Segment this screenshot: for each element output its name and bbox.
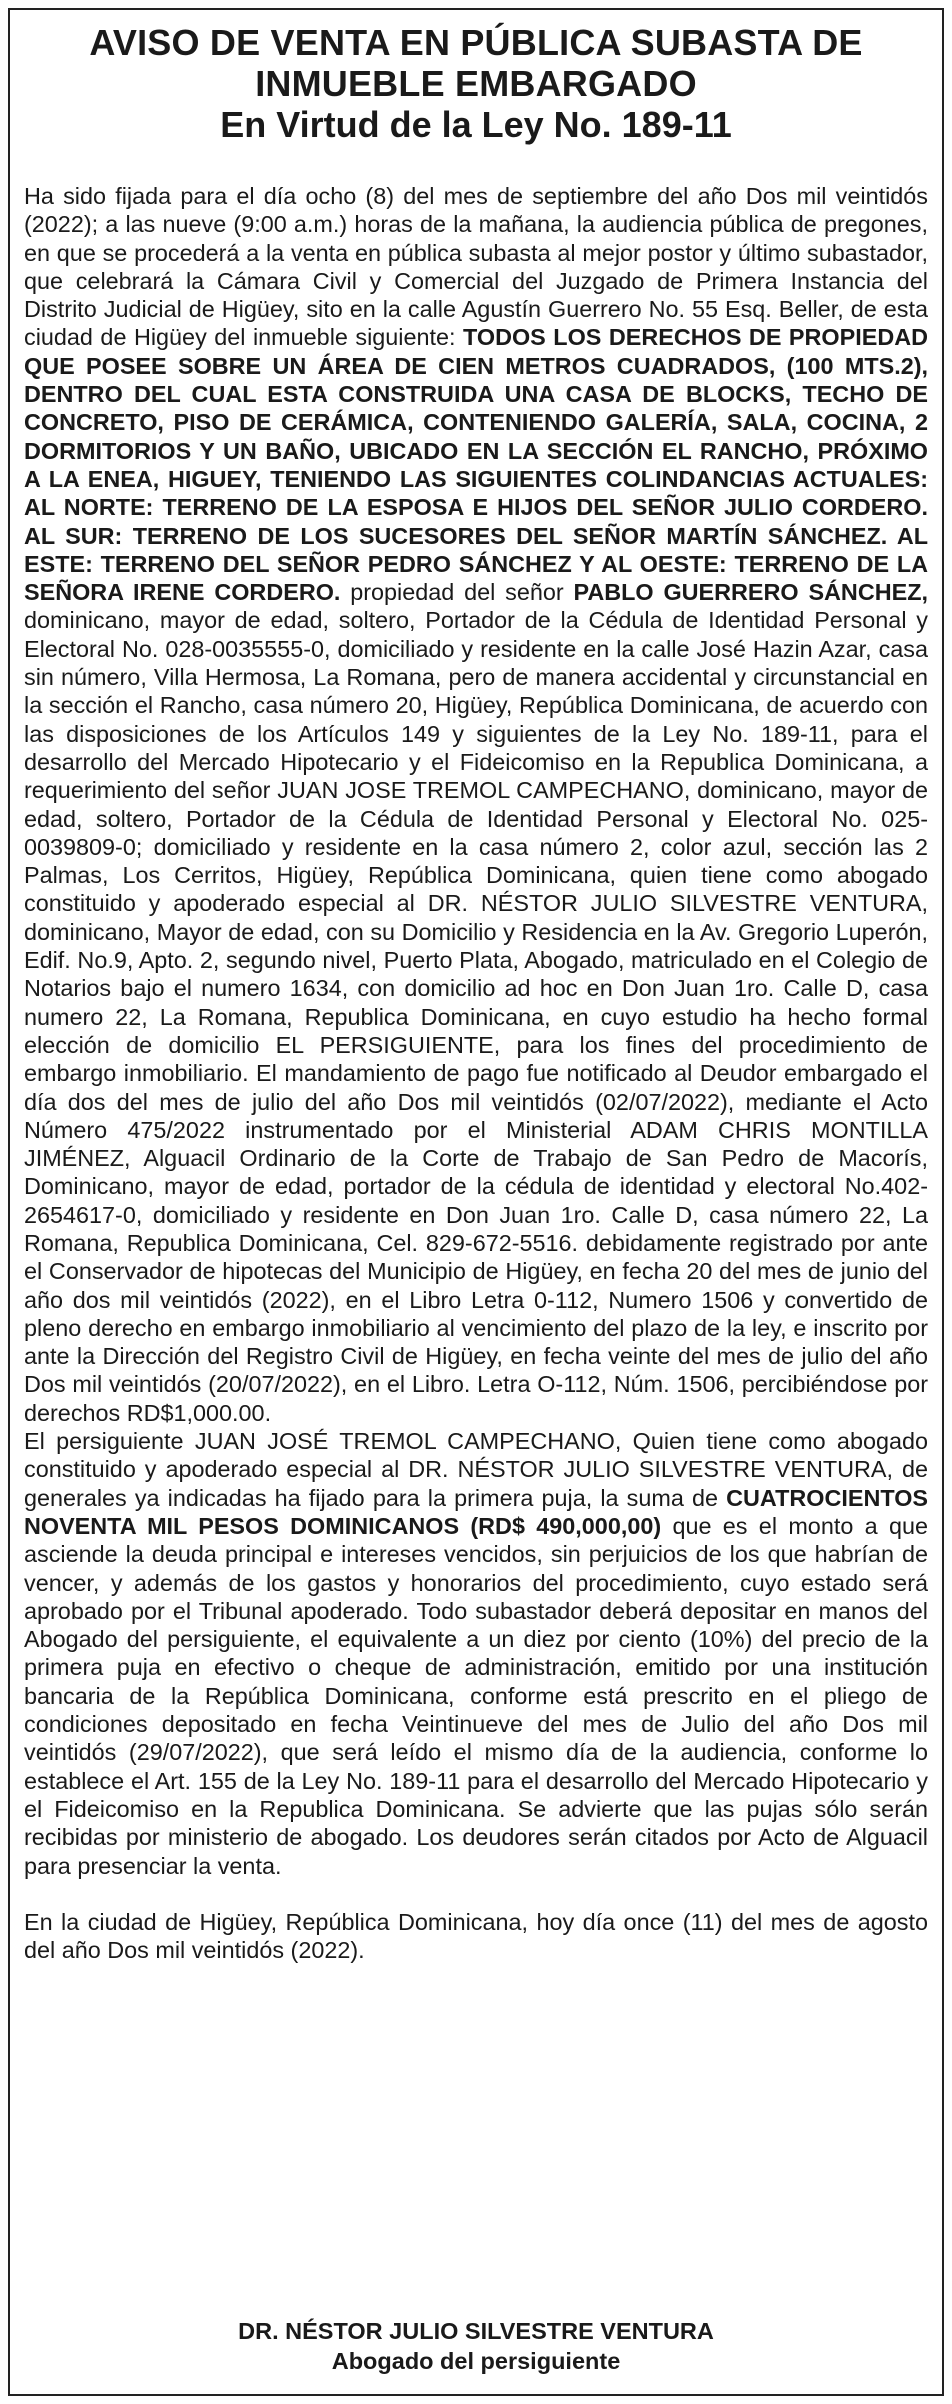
paragraph-date-place: En la ciudad de Higüey, República Dominicana, hoy día once (11) del mes de agosto del año Dos mil veintidós (2022). [24,1908,928,1964]
notice-title: AVISO DE VENTA EN PÚBLICA SUBASTA DE INMUEBLE EMBARGADO [89,22,863,104]
bid-conditions-text: que es el monto a que asciende la deuda principal e intereses vencidos, sin perjuicios de los que habrían de vencer, y además de los gastos y honorarios del procedimiento, cuyo estado será aprobado por el Tribunal apoderado. Todo subastador deberá depositar en manos del Abogado del persiguiente, el equivalente a un diez por ciento (10%) del precio de la primera puja en efectivo o cheque de administración, emitido por una institución bancaria de la República Dominicana, conforme está prescrito en el pliego de condiciones depositado en fecha Veintinueve del mes de Julio del año Dos mil veintidós (29/07/2022), que será leído el mismo día de la audiencia, conforme lo establece el Art. 155 de la Ley No. 189-11 para el desarrollo del Mercado Hipotecario y el Fideicomiso en la Republica Dominicana. Se advierte que las pujas sólo serán recibidas por ministerio de abogado. Los deudores serán citados por Acto de Alguacil para presenciar la venta. [24,1512,928,1879]
property-description: TODOS LOS DERECHOS DE PROPIEDAD QUE POSEE SOBRE UN ÁREA DE CIEN METROS CUADRADOS, (100 MTS.2), DENTRO DEL CUAL ESTA CONSTRUIDA UNA CASA DE BLOCKS, TECHO DE CONCRETO, PISO DE CERÁMICA, CONTENIENDO GALERÍA, SALA, COCINA, 2 DORMITORIOS Y UN BAÑO, UBICADO EN LA SECCIÓN EL RANCHO, PRÓXIMO A LA ENEA, HIGUEY, TENIENDO LAS SIGUIENTES COLINDANCIAS ACTUALES: AL NORTE: TERRENO DE LA ESPOSA E HIJOS DEL SEÑOR JULIO CORDERO. AL SUR: TERRENO DE LOS SUCESORES DEL SEÑOR MARTÍN SÁNCHEZ. AL ESTE: TERRENO DEL SEÑOR PEDRO SÁNCHEZ Y AL OESTE: TERRENO DE LA SEÑORA IRENE CORDERO. [24,324,928,606]
signature-role: Abogado del persiguiente [331,2348,621,2374]
notice-subtitle: En Virtud de la Ley No. 189-11 [220,104,732,145]
signature-block [0,2316,952,2376]
owner-name: PABLO GUERRERO SÁNCHEZ, [573,579,928,606]
owner-intro-text: propiedad del señor [340,579,574,606]
notice-border [8,8,944,2396]
auction-intro-text: Ha sido fijada para el día ocho (8) del mes de septiembre del año Dos mil veintidós (2022); a las nueve (9:00 a.m.) horas de la mañana, la audiencia pública de pregones, en que se procederá a la venta en pública subasta al mejor postor y último subastador, que celebrará la Cámara Civil y Comercial del Juzgado de Primera Instancia del Distrito Judicial de Higüey, sito en la calle Agustín Guerrero No. 55 Esq. Beller, de esta ciudad de Higüey del inmueble siguiente: [24,183,928,351]
first-bid-intro-text: El persiguiente JUAN JOSÉ TREMOL CAMPECHANO, Quien tiene como abogado constituido y apoderado especial al DR. NÉSTOR JULIO SILVESTRE VENTURA, de generales ya indicadas ha fijado para la primera puja, la suma de [24,1428,928,1511]
signature-name: DR. NÉSTOR JULIO SILVESTRE VENTURA [238,2318,714,2344]
procedure-details-text: dominicano, mayor de edad, soltero, Portador de la Cédula de Identidad Personal y Electoral No. 028-0035555-0, domiciliado y residente en la calle José Hazin Azar, casa sin número, Villa Hermosa, La Romana, pero de manera accidental y circunstancial en la sección el Rancho, casa número 20, Higüey, República Dominicana, de acuerdo con las disposiciones de los Artículos 149 y siguientes de la Ley No. 189-11, para el desarrollo del Mercado Hipotecario y el Fideicomiso en la Republica Dominicana, a requerimiento del señor JUAN JOSE TREMOL CAMPECHANO, dominicano, mayor de edad, soltero, Portador de la Cédula de Identidad Personal y Electoral No. 025-0039809-0; domiciliado y residente en la casa número 2, color azul, sección las 2 Palmas, Los Cerritos, Higüey, República Dominicana, quien tiene como abogado constituido y apoderado especial al DR. NÉSTOR JULIO SILVESTRE VENTURA, dominicano, Mayor de edad, con su Domicilio y Residencia en la Av. Gregorio Luperón, Edif. No.9, Apto. 2, segundo nivel, Puerto Plata, Abogado, matriculado en el Colegio de Notarios bajo el numero 1634, con domicilio ad hoc en Don Juan 1ro. Calle D, casa numero 22, La Romana, Republica Dominicana, en cuyo estudio ha hecho formal elección de domicilio EL PERSIGUIENTE, para los fines del procedimiento de embargo inmobiliario. El mandamiento de pago fue notificado al Deudor embargado el día dos del mes de julio del año Dos mil veintidós (02/07/2022), mediante el Acto Número 475/2022 instrumentado por el Ministerial ADAM CHRIS MONTILLA JIMÉNEZ, Alguacil Ordinario de la Corte de Trabajo de San Pedro de Macorís, Dominicano, mayor de edad, portador de la cédula de identidad y electoral No.402- 2654617-0, domiciliado y residente en Don Juan 1ro. Calle D, casa número 22, La Romana, Republica Dominicana, Cel. 829-672-5516. debidamente registrado por ante el Conservador de hipotecas del Municipio de Higüey, en fecha 20 del mes de junio del año dos mil veintidós (2022), en el Libro Letra 0-112, Numero 1506 y convertido de pleno derecho en embargo inmobiliario al vencimiento del plazo de la ley, e inscrito por ante la Dirección del Registro Civil de Higüey, en fecha veinte del mes de julio del año Dos mil veintidós (20/07/2022), en el Libro. Letra O-112, Núm. 1506, percibiéndose por derechos RD$1,000.00. [24,607,928,1426]
first-bid-amount: CUATROCIENTOS NOVENTA MIL PESOS DOMINICANOS (RD$ 490,000,00) [24,1484,928,1539]
